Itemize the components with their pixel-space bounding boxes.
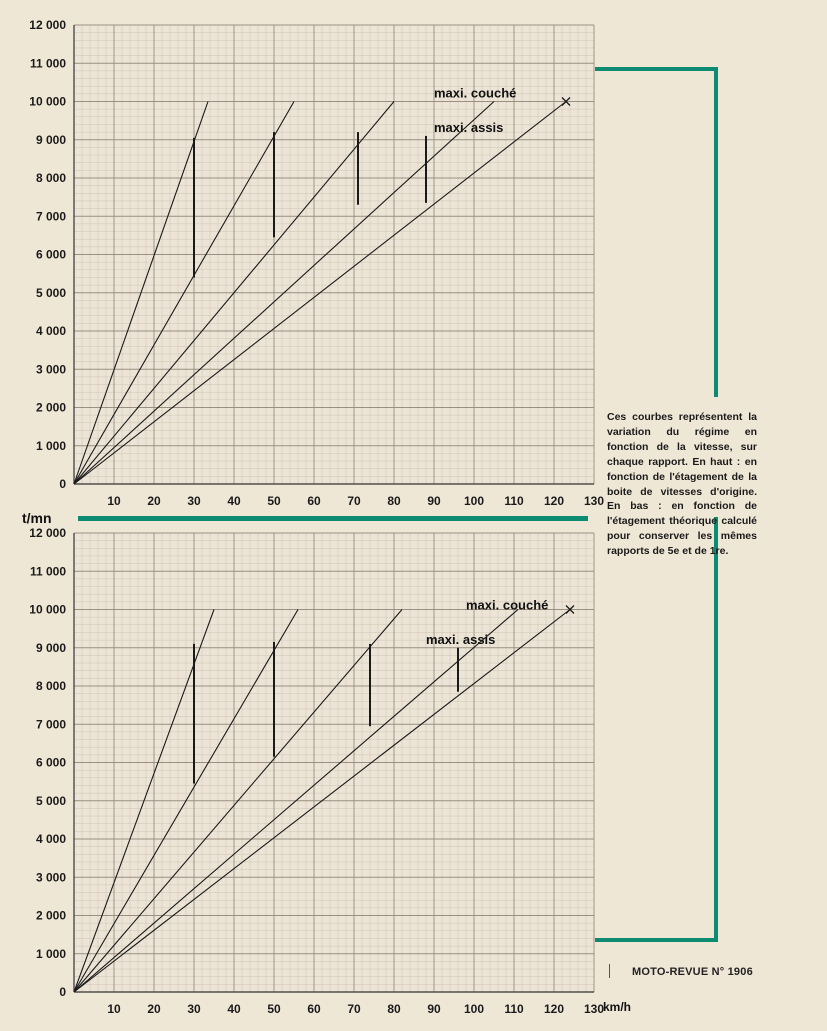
y-tick-label: 9 000 — [35, 640, 66, 655]
x-tick-label: 20 — [147, 494, 161, 508]
x-tick-label: 70 — [347, 1002, 361, 1016]
x-tick-label: 110 — [504, 1002, 524, 1016]
y-tick-label: 5 000 — [35, 285, 66, 300]
footer-rule — [609, 964, 610, 978]
y-tick-label: 2 000 — [35, 400, 66, 415]
x-tick-label: 20 — [147, 1002, 161, 1016]
annotation-maxi-assis: maxi. assis — [426, 631, 496, 647]
figure-caption: Ces courbes représentent la variation du régime en fonction de la vitesse, sur chaque rapport. En haut : en fonction de l'étagement de la boite de vitesses d'origine. En bas : en fonction de l'étagement théorique calculé pour conserver les mêmes rapports de 5e et de 1re. — [607, 411, 757, 558]
y-tick-label: 9 000 — [35, 132, 66, 147]
y-tick-label: 4 000 — [35, 832, 66, 846]
y-tick-label: 7 000 — [35, 717, 66, 732]
x-tick-label: 110 — [504, 494, 524, 508]
teal-divider — [78, 516, 588, 521]
y-tick-label: 0 — [59, 477, 66, 491]
x-tick-label: 120 — [543, 1002, 565, 1016]
y-tick-label: 10 000 — [29, 94, 66, 109]
y-tick-label: 12 000 — [29, 18, 66, 32]
x-tick-label: 90 — [427, 1002, 441, 1016]
x-tick-label: 100 — [463, 1002, 485, 1016]
x-tick-label: 50 — [267, 1002, 281, 1016]
x-tick-label: 10 — [107, 494, 121, 508]
y-tick-label: 4 000 — [35, 324, 66, 338]
y-tick-label: 12 000 — [29, 526, 66, 540]
x-tick-label: 40 — [227, 1002, 241, 1016]
x-tick-label: 120 — [543, 494, 565, 508]
y-tick-label: 11 000 — [29, 564, 66, 579]
annotation-maxi-assis: maxi. assis — [434, 120, 504, 136]
x-tick-label: 30 — [187, 1002, 201, 1016]
y-tick-label: 6 000 — [35, 755, 66, 770]
y-tick-label: 1 000 — [35, 946, 66, 961]
x-tick-label: 50 — [267, 494, 281, 508]
y-tick-label: 8 000 — [35, 171, 66, 185]
magazine-footer: MOTO-REVUE N° 1906 — [632, 966, 753, 978]
y-tick-label: 2 000 — [35, 908, 66, 923]
y-tick-label: 10 000 — [29, 602, 66, 617]
x-tick-label: 60 — [307, 494, 321, 508]
annotation-maxi-couche: maxi. couché — [434, 85, 517, 101]
chart-bottom — [29, 526, 604, 1016]
x-axis-unit-label: km/h — [603, 1000, 632, 1014]
x-tick-label: 90 — [427, 494, 441, 508]
y-tick-label: 7 000 — [35, 209, 66, 224]
x-tick-label: 80 — [387, 494, 401, 508]
y-tick-label: 1 000 — [35, 438, 66, 453]
x-tick-label: 10 — [107, 1002, 121, 1016]
annotation-maxi-couche: maxi. couché — [466, 597, 549, 613]
y-tick-label: 3 000 — [35, 362, 66, 377]
chart-top — [29, 18, 604, 508]
y-tick-label: 0 — [59, 985, 66, 999]
y-tick-label: 11 000 — [29, 56, 66, 71]
y-tick-label: 5 000 — [35, 793, 66, 808]
y-tick-label: 6 000 — [35, 247, 66, 262]
x-tick-label: 70 — [347, 494, 361, 508]
x-tick-label: 130 — [583, 494, 605, 508]
x-tick-label: 80 — [387, 1002, 401, 1016]
x-tick-label: 30 — [187, 494, 201, 508]
y-axis-unit-label: t/mn — [22, 510, 52, 526]
x-tick-label: 60 — [307, 1002, 321, 1016]
x-tick-label: 130 — [583, 1002, 605, 1016]
y-tick-label: 3 000 — [35, 870, 66, 885]
x-tick-label: 100 — [463, 494, 485, 508]
x-tick-label: 40 — [227, 494, 241, 508]
y-tick-label: 8 000 — [35, 679, 66, 693]
